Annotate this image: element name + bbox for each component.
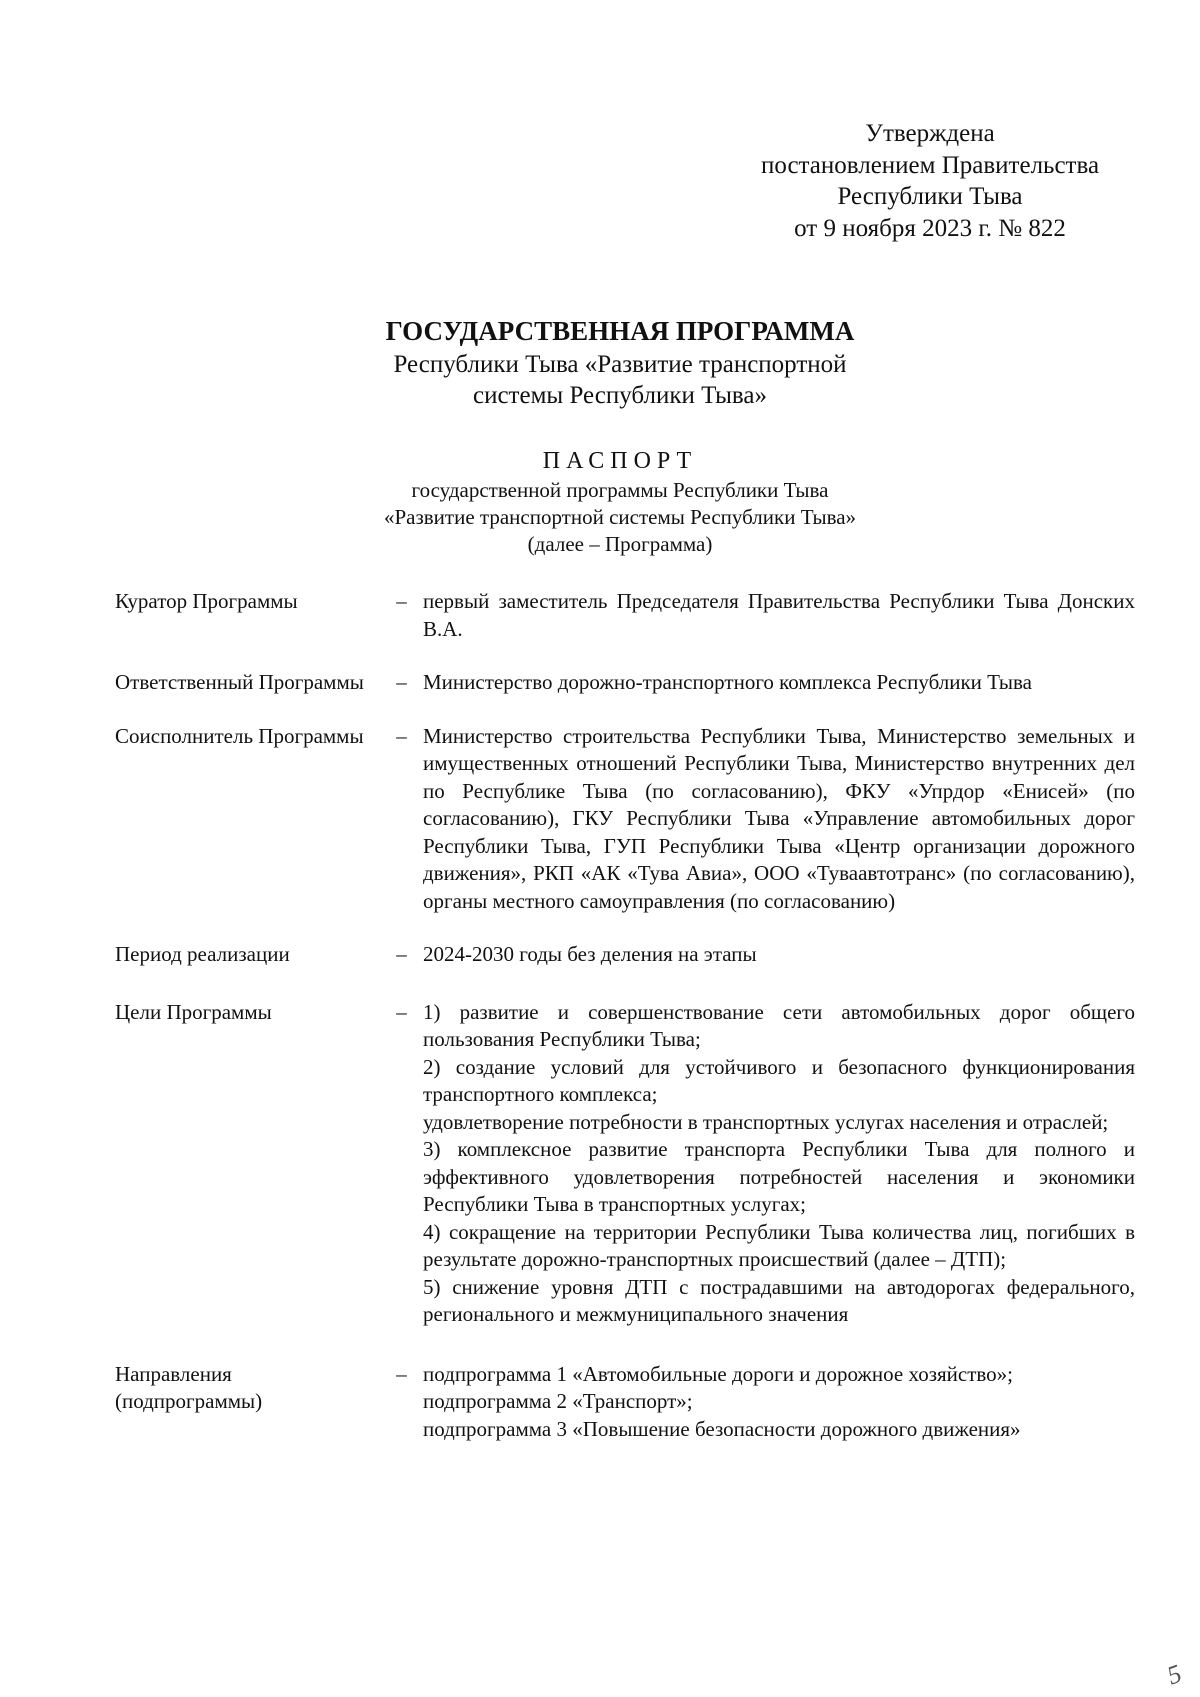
program-title-main: ГОСУДАРСТВЕННАЯ ПРОГРАММА [385, 316, 855, 346]
subprogram-item-1: подпрограмма 1 «Автомобильные дороги и дорожное хозяйство»; [423, 1361, 1013, 1386]
program-title [240, 316, 1000, 411]
row-dash: – [396, 589, 407, 613]
goal-item-2-continued: удовлетворение потребности в транспортных услугах населения и отраслей; [423, 1109, 1109, 1134]
goal-item-3: 3) комплексное развитие транспорта Республики Тыва для полного и эффективного удовлетворения потребностей населения и экономики Республики Тыва в транспортных услугах; [423, 1137, 1135, 1216]
row-dash: – [396, 999, 407, 1024]
subprogram-item-3: подпрограмма 3 «Повышение безопасности дорожного движения» [423, 1416, 1021, 1441]
row-period [115, 941, 1135, 969]
row-goals-value [423, 999, 1135, 1329]
goal-item-4: 4) сокращение на территории Республики Тыва количества лиц, погибших в результате дорожно-транспортных происшествий (далее – ДТП); [423, 1219, 1135, 1271]
passport-line-1: государственной программы Республики Тыва [411, 478, 829, 502]
row-dash: – [396, 723, 407, 748]
row-period-label: Период реализации [115, 942, 290, 966]
approval-line-3: Республики Тыва [837, 183, 1023, 210]
approval-line-4: от 9 ноября 2023 г. № 822 [794, 214, 1066, 242]
program-title-line-1: Республики Тыва «Развитие транспортной [393, 351, 847, 378]
row-goals [115, 999, 1135, 1329]
passport-table [115, 588, 1135, 1469]
row-dash: – [396, 942, 407, 966]
goal-item-5: 5) снижение уровня ДТП с пострадавшими на автодорогах федерального, регионального и межмуниципального значения [423, 1274, 1135, 1326]
row-dash: – [396, 670, 407, 694]
row-responsible-label: Ответственный Программы [115, 670, 364, 694]
approval-stamp [730, 118, 1130, 244]
passport-heading-block [240, 448, 1000, 558]
row-dash: – [396, 1361, 407, 1386]
passport-line-3: (далее – Программа) [527, 532, 713, 556]
row-curator-value: первый заместитель Председателя Правительства Республики Тыва Донских В.А. [423, 589, 1135, 641]
page-number-mark: 5 [1163, 1658, 1186, 1691]
row-coexecutor-label: Соисполнитель Программы [115, 723, 364, 748]
subprogram-item-2: подпрограмма 2 «Транспорт»; [423, 1389, 693, 1413]
row-period-value: 2024-2030 годы без деления на этапы [423, 942, 757, 966]
approval-line-2: постановлением Правительства [760, 151, 1100, 179]
row-coexecutor-value: Министерство строительства Республики Тыва, Министерство земельных и имущественных отношений Республики Тыва, Министерство внутренних дел по Республике Тыва (по согласованию), ФКУ «Упрдор «Енисей» (по согласованию), ГКУ Республики Тыва «Управление автомобильных дорог Республики Тыва, ГУП Республики Тыва «Центр организации дорожного движения», РКП «АК «Тува Авиа», ООО «Туваавтотранс» (по согласованию), органы местного самоуправления (по согласованию) [423, 723, 1135, 913]
row-responsible [115, 669, 1135, 697]
row-directions [115, 1361, 1135, 1444]
approval-line-1: Утверждена [865, 120, 995, 147]
row-directions-label: Направления (подпрограммы) [115, 1361, 263, 1413]
row-directions-value [423, 1361, 1135, 1444]
row-curator [115, 588, 1135, 643]
row-coexecutor [115, 723, 1135, 916]
passport-line-2: «Развитие транспортной системы Республики Тыва» [383, 505, 857, 529]
row-responsible-value: Министерство дорожно-транспортного комплекса Республики Тыва [423, 670, 1032, 694]
program-title-line-2: системы Республики Тыва» [472, 382, 768, 409]
row-curator-label: Куратор Программы [115, 589, 298, 613]
passport-heading: ПАСПОРТ [542, 448, 698, 474]
goal-item-1: 1) развитие и совершенствование сети автомобильных дорог общего пользования Республики Тыва; [423, 999, 1135, 1051]
goal-item-2: 2) создание условий для устойчивого и безопасного функционирования транспортного комплекса; [423, 1054, 1135, 1106]
row-goals-label: Цели Программы [115, 999, 272, 1024]
